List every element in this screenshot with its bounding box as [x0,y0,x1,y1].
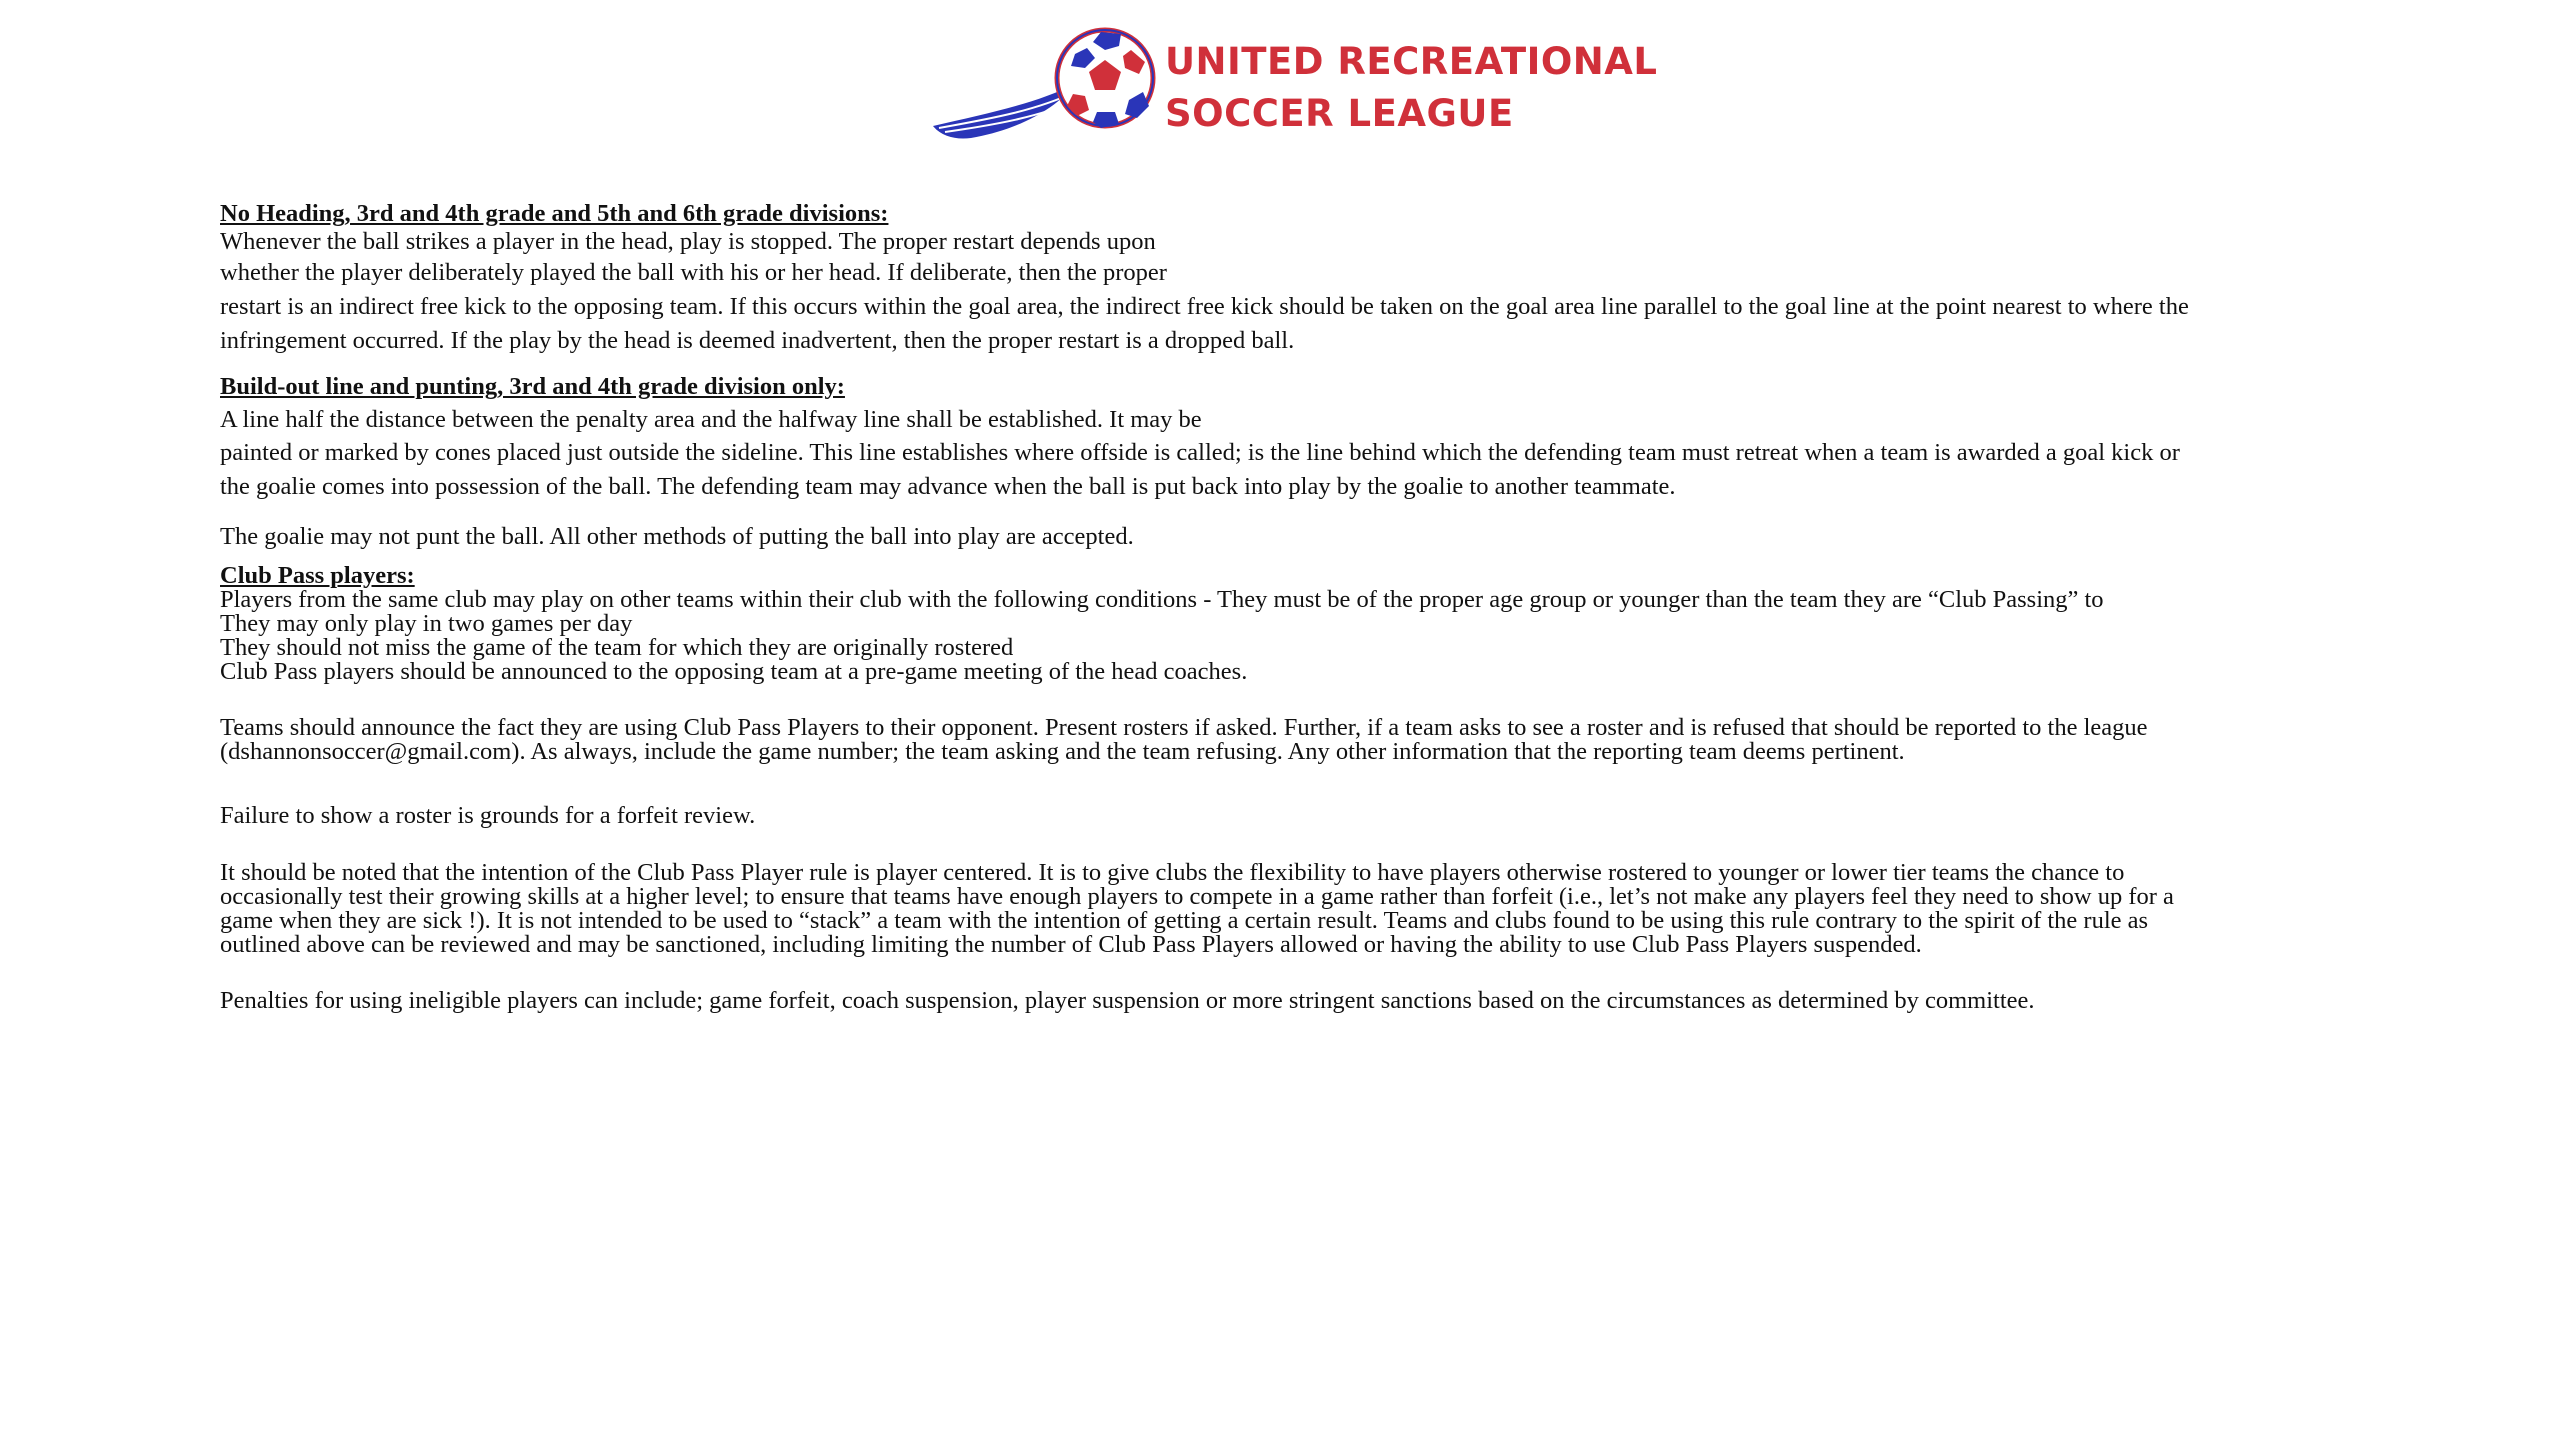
paragraph-line: game when they are sick !). It is not intended to be used to “stack” a team with the intention of getting a certain result. Teams and clubs found to be using this rule contrary to the spirit of the rule as [220,907,2149,934]
build-out-paragraph [220,404,2380,504]
section-title-club-pass: Club Pass players: [220,562,415,589]
paragraph-line: whether the player deliberately played the ball with his or her head. If deliberate, then the proper [220,259,1167,286]
league-name [1165,36,1657,140]
penalties-note: Penalties for using ineligible players can include; game forfeit, coach suspension, player suspension or more stringent sanctions based on the circumstances as determined by committee. [220,987,2035,1014]
section-club-pass [220,564,2380,1013]
paragraph-line: outlined above can be reviewed and may be sanctioned, including limiting the number of Club Pass Players allowed or having the ability to use Club Pass Players suspended. [220,931,1922,958]
paragraph-line: painted or marked by cones placed just outside the sideline. This line establishes where offside is called; is the line behind which the defending team must retreat when a team is awarded a goal kick or [220,439,2180,466]
paragraph-line: restart is an indirect free kick to the opposing team. If this occurs within the goal area, the indirect free kick should be taken on the goal area line parallel to the goal line at the point nearest to where the [220,293,2189,320]
paragraph-line: Whenever the ball strikes a player in the head, play is stopped. The proper restart depends upon [220,228,1156,255]
paragraph-line: the goalie comes into possession of the ball. The defending team may advance when the ball is put back into play by the goalie to another teammate. [220,473,1676,500]
paragraph-line: (dshannonsoccer@gmail.com). As always, include the game number; the team asking and the team refusing. Any other information that the reporting team deems pertinent. [220,738,1905,765]
club-pass-condition: They may only play in two games per day [220,610,633,637]
section-title-build-out: Build-out line and punting, 3rd and 4th grade division only: [220,373,845,400]
section-no-heading [220,200,2380,358]
league-name-line2: SOCCER LEAGUE [1165,92,1514,135]
no-heading-paragraph [220,228,2380,358]
document-body [220,200,2380,1013]
club-pass-condition: Players from the same club may play on other teams within their club with the following conditions - They must be of the proper age group or younger than the team they are “Club Passing” to [220,586,2104,613]
club-pass-condition: They should not miss the game of the team for which they are originally rostered [220,634,1014,661]
paragraph-line: A line half the distance between the penalty area and the halfway line shall be established. It may be [220,406,1202,433]
forfeit-note: Failure to show a roster is grounds for a forfeit review. [220,802,756,829]
section-title-no-heading: No Heading, 3rd and 4th grade and 5th and 6th grade divisions: [220,200,889,227]
intent-paragraph [220,861,2380,957]
league-logo [925,18,1658,158]
paragraph-line: occasionally test their growing skills at a higher level; to ensure that teams have enough players to compete in a game rather than forfeit (i.e., let’s not make any players feel they need to show up for a [220,883,2174,910]
paragraph-line: infringement occurred. If the play by the head is deemed inadvertent, then the proper restart is a dropped ball. [220,327,1295,354]
paragraph-line: Teams should announce the fact they are using Club Pass Players to their opponent. Present rosters if asked. Further, if a team asks to see a roster and is refused that should be reported to the league [220,714,2148,741]
announce-paragraph [220,716,2380,764]
section-build-out [220,370,2380,554]
paragraph-line: It should be noted that the intention of the Club Pass Player rule is player centered. It is to give clubs the flexibility to have players otherwise rostered to younger or lower tier teams the chance to [220,859,2125,886]
league-name-line1: UNITED RECREATIONAL [1165,40,1658,83]
club-pass-condition: Club Pass players should be announced to the opposing team at a pre-game meeting of the head coaches. [220,658,1248,685]
soccer-ball-swoosh-icon [925,18,1165,158]
punt-note: The goalie may not punt the ball. All other methods of putting the ball into play are accepted. [220,523,1134,550]
